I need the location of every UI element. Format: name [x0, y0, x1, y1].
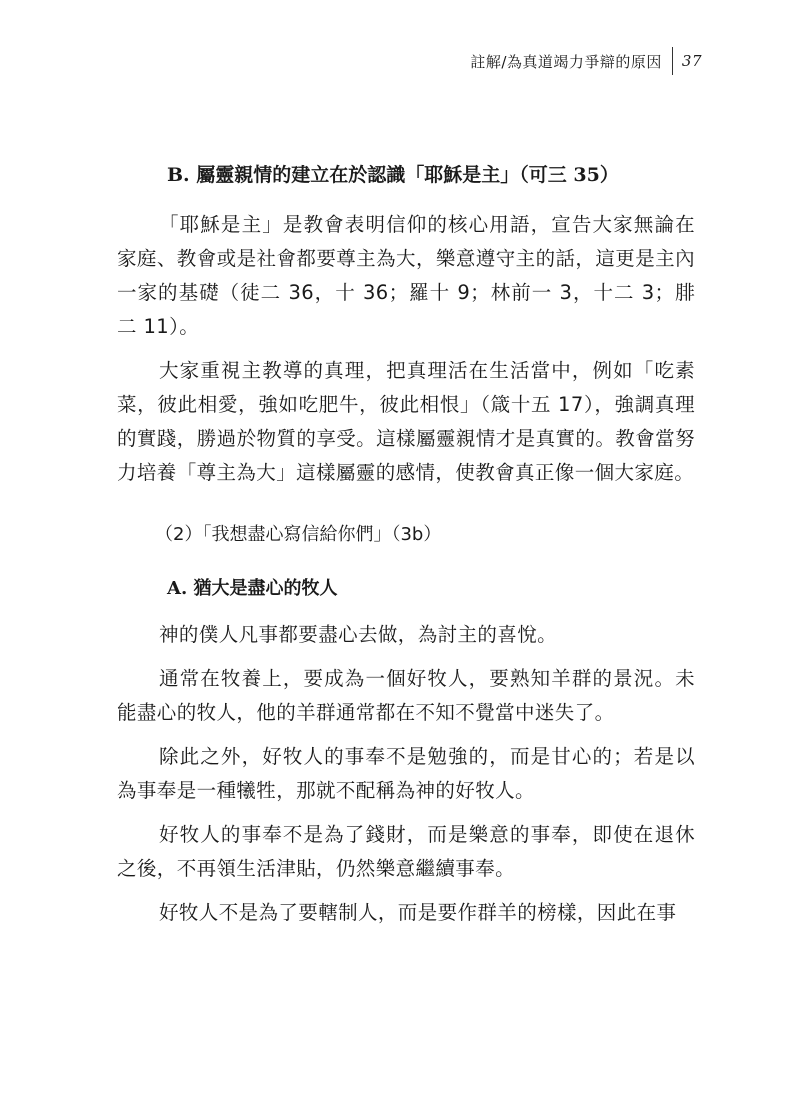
- section-heading-a: A. 猶大是盡心的牧人: [167, 578, 338, 599]
- paragraph: 好牧人不是為了要轄制人，而是要作群羊的榜樣，因此在事: [159, 901, 677, 924]
- subsection-heading-2: （2）「我想盡心寫信給你們」（3b）: [155, 524, 442, 545]
- paragraph: 「耶穌是主」是教會表明信仰的核心用語，宣告大家無論在家庭、教會或是社會都要尊主為大，樂意遵守主的話，這更是主內一家的基礎（徒二 36，十 36；羅十 9；林前一 3，十二 3；腓二 11）。: [117, 213, 695, 338]
- running-header-title: 註解/為真道竭力爭辯的原因: [470, 52, 662, 71]
- paragraph: 通常在牧養上，要成為一個好牧人，要熟知羊群的景況。未能盡心的牧人，他的羊群通常都在不知不覺當中迷失了。: [117, 667, 695, 724]
- running-header: [470, 47, 702, 75]
- paragraph: 神的僕人凡事都要盡心去做，為討主的喜悅。: [159, 623, 558, 646]
- paragraph: 好牧人的事奉不是為了錢財，而是樂意的事奉，即使在退休之後，不再領生活津貼，仍然樂意繼續事奉。: [117, 823, 695, 880]
- paragraph: 大家重視主教導的真理，把真理活在生活當中，例如「吃素菜，彼此相愛，強如吃肥牛，彼此相恨」（箴十五 17），強調真理的實踐，勝過於物質的享受。這樣屬靈親情才是真實的。教會當努力培養「尊主為大」這樣屬靈的感情，使教會真正像一個大家庭。: [117, 359, 695, 484]
- page-body: [117, 158, 695, 940]
- section-heading-b: B. 屬靈親情的建立在於認識「耶穌是主」（可三 35）: [167, 164, 619, 186]
- paragraph: 除此之外，好牧人的事奉不是勉強的，而是甘心的；若是以為事奉是一種犧牲，那就不配稱為神的好牧人。: [117, 745, 695, 802]
- page-number: 37: [681, 52, 702, 70]
